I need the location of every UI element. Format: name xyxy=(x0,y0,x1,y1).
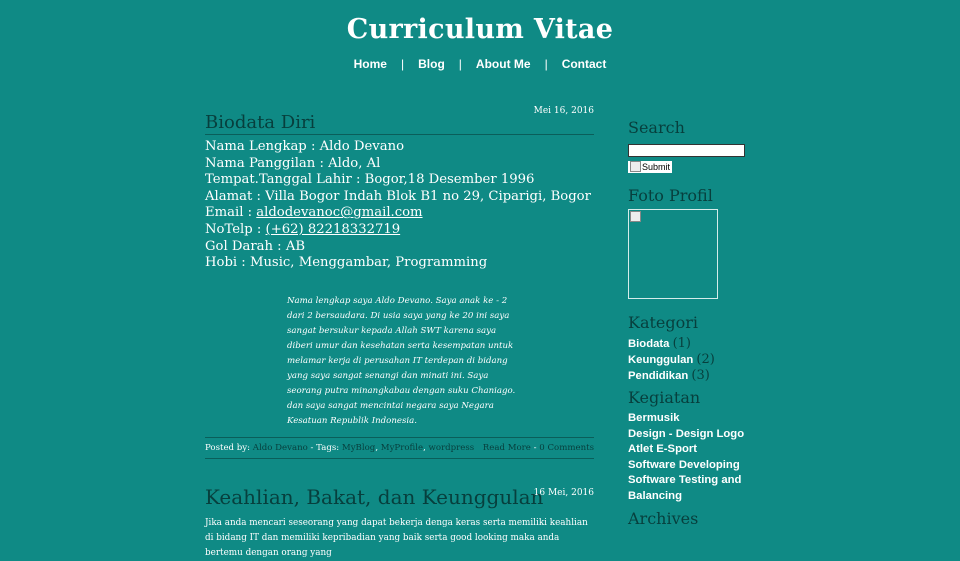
phone-link[interactable]: (+62) 82218332719 xyxy=(265,221,401,237)
category-count: (3) xyxy=(691,368,710,383)
kegiatan-heading: Kegiatan xyxy=(628,388,701,407)
nav-separator: | xyxy=(544,57,548,71)
bio-row: Nama Panggilan : Aldo, Al xyxy=(205,155,381,171)
category-link[interactable]: Pendidikan xyxy=(628,370,689,382)
nav-about-me[interactable]: About Me xyxy=(475,57,531,71)
kegiatan-item[interactable]: Software Developing xyxy=(628,458,740,471)
broken-image-icon xyxy=(630,211,641,222)
submit-button[interactable]: Submit xyxy=(628,161,672,173)
nav-separator: | xyxy=(400,57,405,71)
bio-quote: Nama lengkap saya Aldo Devano. Saya anak ke - 2 dari 2 bersaudara. Di usia saya yang ke 20 ini saya sangat bersukur kepada Allah SWT karena saya diberi umur dan kesehatan serta kesempatan untuk melamar kerja di perusahan IT terdepan di bidang yang saya sangat senangi dan minati ini. Saya seorang putra minangkabau dengan suku Chaniago. dan saya sangat mencintai negara saya Negara Kesatuan Republik Indonesia. xyxy=(287,295,516,426)
post-footer: Posted by: Aldo Devano - Tags: MyBlog, MyProfile, wordpress Read More - 0 Comments xyxy=(205,437,594,459)
sidebar xyxy=(628,118,868,528)
site-title: Curriculum Vitae xyxy=(346,14,614,45)
post-keahlian xyxy=(205,482,594,561)
kegiatan-item[interactable]: Atlet E-Sport xyxy=(628,443,698,456)
search-input[interactable] xyxy=(628,144,745,157)
posted-by-label: Posted by: xyxy=(205,442,251,453)
category-item xyxy=(628,368,868,384)
read-more-link[interactable]: Read More xyxy=(482,442,531,453)
kegiatan-item[interactable]: Software Testing and Balancing xyxy=(628,474,742,502)
broken-image-icon xyxy=(630,161,641,172)
category-count: (1) xyxy=(672,336,691,351)
category-item xyxy=(628,336,868,352)
category-list xyxy=(628,336,868,384)
bio-row: Email : aldodevanoc@gmail.com xyxy=(205,205,423,221)
post-date: Mei 16, 2016 xyxy=(533,106,594,116)
post-header xyxy=(205,106,594,135)
kegiatan-item[interactable]: Design - Design Logo xyxy=(628,427,745,440)
bio-row: Alamat : Villa Bogor Indah Blok B1 no 29, Ciparigi, Bogor xyxy=(205,188,591,204)
foto-profil-heading: Foto Profil xyxy=(628,186,713,205)
nav-contact[interactable]: Contact xyxy=(561,57,607,71)
tag-link[interactable]: MyProfile xyxy=(380,442,424,453)
nav-blog[interactable]: Blog xyxy=(418,57,445,71)
category-item xyxy=(628,352,868,368)
bio-row: Hobi : Music, Menggambar, Programming xyxy=(205,255,488,271)
category-count: (2) xyxy=(696,352,715,367)
main-nav xyxy=(0,57,960,71)
nav-separator: | xyxy=(458,57,462,71)
email-link[interactable]: aldodevanoc@gmail.com xyxy=(256,205,423,221)
comments-link[interactable]: 0 Comments xyxy=(539,442,594,453)
nav-home[interactable]: Home xyxy=(353,57,387,71)
tag-link[interactable]: MyBlog xyxy=(341,442,376,453)
search-heading: Search xyxy=(628,118,685,137)
post-date: 16 Mei, 2016 xyxy=(533,488,594,498)
category-link[interactable]: Keunggulan xyxy=(628,354,694,366)
post-title[interactable]: Keahlian, Bakat, dan Keunggulan xyxy=(205,485,544,509)
bio-row: NoTelp : (+62) 82218332719 xyxy=(205,221,401,237)
bio-row: Gol Darah : AB xyxy=(205,238,306,254)
post-biodata xyxy=(205,106,594,459)
bio-row: Tempat.Tanggal Lahir : Bogor,18 Desember 1996 xyxy=(205,172,535,188)
author-link[interactable]: Aldo Devano xyxy=(252,442,308,453)
post-header xyxy=(205,482,594,510)
profile-photo xyxy=(628,209,718,299)
post-title[interactable]: Biodata Diri xyxy=(205,112,316,133)
kegiatan-list xyxy=(628,411,758,505)
bio-row: Nama Lengkap : Aldo Devano xyxy=(205,139,405,154)
biodata-list xyxy=(205,139,594,272)
tag-link[interactable]: wordpress xyxy=(428,442,475,453)
kegiatan-item[interactable]: Bermusik xyxy=(628,412,680,424)
category-link[interactable]: Biodata xyxy=(628,338,670,350)
kategori-heading: Kategori xyxy=(628,313,699,332)
post-excerpt: Jika anda mencari seseorang yang dapat bekerja denga keras serta memiliki keahlian di bidang IT dan memiliki kepribadian yang baik serta good looking maka anda bertemu dengan orang yang xyxy=(205,518,588,558)
archives-heading: Archives xyxy=(628,508,699,528)
